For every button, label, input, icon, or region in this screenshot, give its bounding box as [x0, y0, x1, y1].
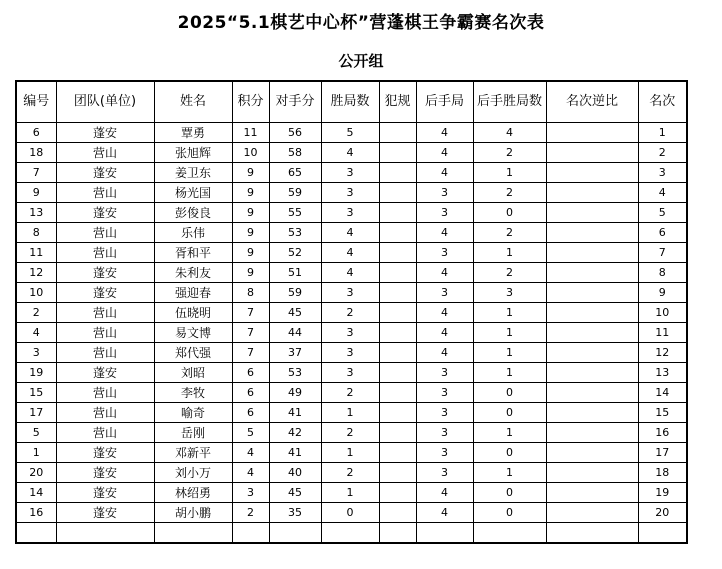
cell-second-hand-wins: 0 — [473, 443, 546, 463]
cell-name: 覃勇 — [154, 123, 232, 143]
cell-rank: 18 — [638, 463, 687, 483]
cell-second-hand-games: 3 — [416, 363, 473, 383]
cell-fouls — [379, 463, 416, 483]
cell-reverse-rank — [546, 323, 638, 343]
cell-team: 蓬安 — [56, 363, 154, 383]
cell-opponent-score: 59 — [269, 183, 321, 203]
cell-wins: 3 — [321, 363, 379, 383]
cell-reverse-rank — [546, 383, 638, 403]
table-row — [16, 183, 687, 203]
cell-rank: 10 — [638, 303, 687, 323]
cell-name: 伍晓明 — [154, 303, 232, 323]
table-header-row — [16, 81, 687, 123]
cell-name: 岳刚 — [154, 423, 232, 443]
cell-opponent-score: 58 — [269, 143, 321, 163]
cell-team: 营山 — [56, 423, 154, 443]
cell-wins: 4 — [321, 143, 379, 163]
cell-points: 8 — [232, 283, 269, 303]
table-row — [16, 283, 687, 303]
cell-name: 强迎春 — [154, 283, 232, 303]
cell-name: 李牧 — [154, 383, 232, 403]
cell-wins: 4 — [321, 223, 379, 243]
cell-points: 11 — [232, 123, 269, 143]
cell-reverse-rank — [546, 363, 638, 383]
cell-second-hand-wins: 0 — [473, 203, 546, 223]
cell-points: 2 — [232, 503, 269, 523]
cell-fouls — [379, 143, 416, 163]
cell-fouls — [379, 163, 416, 183]
header-opponent-score: 对手分 — [269, 81, 321, 123]
page-title: 2025“5.1棋艺中心杯”营蓬棋王争霸赛名次表 — [177, 13, 545, 33]
cell-reverse-rank — [546, 303, 638, 323]
cell-team: 营山 — [56, 223, 154, 243]
cell-second-hand-games: 3 — [416, 243, 473, 263]
cell-rank: 3 — [638, 163, 687, 183]
cell-reverse-rank — [546, 183, 638, 203]
cell-number: 6 — [16, 123, 56, 143]
cell-rank: 2 — [638, 143, 687, 163]
table-row — [16, 363, 687, 383]
cell-opponent-score: 55 — [269, 203, 321, 223]
cell-number: 7 — [16, 163, 56, 183]
cell-reverse-rank — [546, 223, 638, 243]
cell-second-hand-games: 4 — [416, 303, 473, 323]
cell-team: 蓬安 — [56, 163, 154, 183]
cell-number: 16 — [16, 503, 56, 523]
cell-rank: 4 — [638, 183, 687, 203]
cell-name: 乐伟 — [154, 223, 232, 243]
cell-rank: 6 — [638, 223, 687, 243]
cell-wins: 5 — [321, 123, 379, 143]
cell-team: 营山 — [56, 143, 154, 163]
header-reverse-rank: 名次逆比 — [546, 81, 638, 123]
cell-second-hand-wins: 0 — [473, 383, 546, 403]
empty-cell — [379, 523, 416, 544]
cell-team: 营山 — [56, 323, 154, 343]
cell-reverse-rank — [546, 123, 638, 143]
cell-wins: 1 — [321, 443, 379, 463]
cell-points: 9 — [232, 203, 269, 223]
header-name: 姓名 — [154, 81, 232, 123]
cell-second-hand-games: 4 — [416, 223, 473, 243]
cell-rank: 20 — [638, 503, 687, 523]
cell-fouls — [379, 503, 416, 523]
cell-wins: 2 — [321, 303, 379, 323]
cell-number: 11 — [16, 243, 56, 263]
cell-reverse-rank — [546, 343, 638, 363]
cell-opponent-score: 37 — [269, 343, 321, 363]
cell-second-hand-wins: 1 — [473, 343, 546, 363]
cell-team: 营山 — [56, 303, 154, 323]
cell-reverse-rank — [546, 203, 638, 223]
cell-reverse-rank — [546, 283, 638, 303]
cell-points: 9 — [232, 243, 269, 263]
cell-fouls — [379, 123, 416, 143]
header-points: 积分 — [232, 81, 269, 123]
cell-points: 6 — [232, 363, 269, 383]
cell-second-hand-games: 3 — [416, 183, 473, 203]
cell-team: 蓬安 — [56, 483, 154, 503]
table-body — [16, 123, 687, 544]
table-row — [16, 423, 687, 443]
table-row — [16, 243, 687, 263]
cell-name: 姜卫东 — [154, 163, 232, 183]
cell-number: 18 — [16, 143, 56, 163]
cell-number: 15 — [16, 383, 56, 403]
table-row — [16, 263, 687, 283]
cell-wins: 3 — [321, 183, 379, 203]
header-wins: 胜局数 — [321, 81, 379, 123]
cell-fouls — [379, 343, 416, 363]
empty-cell — [56, 523, 154, 544]
cell-second-hand-wins: 1 — [473, 303, 546, 323]
cell-fouls — [379, 443, 416, 463]
empty-cell — [321, 523, 379, 544]
cell-wins: 4 — [321, 243, 379, 263]
cell-wins: 3 — [321, 203, 379, 223]
cell-second-hand-games: 4 — [416, 143, 473, 163]
cell-reverse-rank — [546, 463, 638, 483]
cell-second-hand-wins: 1 — [473, 243, 546, 263]
empty-cell — [232, 523, 269, 544]
cell-team: 营山 — [56, 183, 154, 203]
cell-rank: 12 — [638, 343, 687, 363]
cell-rank: 15 — [638, 403, 687, 423]
cell-reverse-rank — [546, 503, 638, 523]
cell-number: 8 — [16, 223, 56, 243]
cell-points: 5 — [232, 423, 269, 443]
cell-second-hand-wins: 1 — [473, 423, 546, 443]
cell-team: 蓬安 — [56, 443, 154, 463]
table-row — [16, 403, 687, 423]
cell-opponent-score: 42 — [269, 423, 321, 443]
cell-team: 蓬安 — [56, 463, 154, 483]
cell-team: 营山 — [56, 243, 154, 263]
cell-second-hand-games: 4 — [416, 483, 473, 503]
cell-opponent-score: 65 — [269, 163, 321, 183]
cell-team: 蓬安 — [56, 123, 154, 143]
cell-name: 刘小万 — [154, 463, 232, 483]
cell-second-hand-wins: 2 — [473, 143, 546, 163]
cell-points: 4 — [232, 463, 269, 483]
cell-name: 喻奇 — [154, 403, 232, 423]
header-second-hand-wins: 后手胜局数 — [473, 81, 546, 123]
cell-rank: 14 — [638, 383, 687, 403]
cell-wins: 0 — [321, 503, 379, 523]
cell-name: 刘昭 — [154, 363, 232, 383]
cell-opponent-score: 53 — [269, 223, 321, 243]
cell-second-hand-wins: 4 — [473, 123, 546, 143]
cell-name: 林绍勇 — [154, 483, 232, 503]
cell-number: 10 — [16, 283, 56, 303]
table-row — [16, 463, 687, 483]
cell-opponent-score: 41 — [269, 443, 321, 463]
cell-fouls — [379, 423, 416, 443]
ranking-table — [15, 80, 688, 544]
cell-second-hand-games: 3 — [416, 203, 473, 223]
table-row — [16, 483, 687, 503]
cell-fouls — [379, 483, 416, 503]
cell-number: 13 — [16, 203, 56, 223]
cell-fouls — [379, 323, 416, 343]
cell-reverse-rank — [546, 483, 638, 503]
header-number: 编号 — [16, 81, 56, 123]
cell-second-hand-games: 3 — [416, 463, 473, 483]
cell-rank: 7 — [638, 243, 687, 263]
cell-number: 20 — [16, 463, 56, 483]
table-row — [16, 303, 687, 323]
table-row — [16, 143, 687, 163]
cell-wins: 3 — [321, 163, 379, 183]
cell-second-hand-wins: 1 — [473, 363, 546, 383]
cell-fouls — [379, 403, 416, 423]
cell-wins: 1 — [321, 483, 379, 503]
cell-wins: 2 — [321, 383, 379, 403]
cell-reverse-rank — [546, 263, 638, 283]
cell-opponent-score: 35 — [269, 503, 321, 523]
header-fouls: 犯规 — [379, 81, 416, 123]
cell-points: 4 — [232, 443, 269, 463]
cell-number: 9 — [16, 183, 56, 203]
cell-points: 10 — [232, 143, 269, 163]
cell-opponent-score: 56 — [269, 123, 321, 143]
cell-second-hand-wins: 2 — [473, 263, 546, 283]
table-row — [16, 163, 687, 183]
cell-rank: 5 — [638, 203, 687, 223]
cell-name: 邓新平 — [154, 443, 232, 463]
cell-number: 17 — [16, 403, 56, 423]
cell-second-hand-wins: 0 — [473, 403, 546, 423]
cell-rank: 1 — [638, 123, 687, 143]
cell-number: 14 — [16, 483, 56, 503]
cell-wins: 4 — [321, 263, 379, 283]
empty-cell — [269, 523, 321, 544]
cell-name: 张旭辉 — [154, 143, 232, 163]
cell-second-hand-games: 3 — [416, 403, 473, 423]
cell-name: 朱利友 — [154, 263, 232, 283]
group-subtitle: 公开组 — [338, 52, 384, 70]
cell-reverse-rank — [546, 143, 638, 163]
cell-second-hand-games: 4 — [416, 343, 473, 363]
cell-name: 郑代强 — [154, 343, 232, 363]
empty-cell — [546, 523, 638, 544]
cell-wins: 1 — [321, 403, 379, 423]
cell-wins: 3 — [321, 323, 379, 343]
cell-fouls — [379, 203, 416, 223]
cell-fouls — [379, 263, 416, 283]
cell-rank: 11 — [638, 323, 687, 343]
cell-team: 营山 — [56, 383, 154, 403]
empty-cell — [473, 523, 546, 544]
cell-rank: 16 — [638, 423, 687, 443]
cell-points: 9 — [232, 163, 269, 183]
cell-points: 7 — [232, 323, 269, 343]
cell-second-hand-games: 4 — [416, 123, 473, 143]
table-row-empty — [16, 523, 687, 544]
cell-reverse-rank — [546, 423, 638, 443]
header-team: 团队(单位) — [56, 81, 154, 123]
cell-wins: 3 — [321, 283, 379, 303]
cell-points: 7 — [232, 303, 269, 323]
cell-team: 营山 — [56, 403, 154, 423]
empty-cell — [416, 523, 473, 544]
cell-name: 易文博 — [154, 323, 232, 343]
cell-second-hand-wins: 0 — [473, 503, 546, 523]
cell-wins: 2 — [321, 423, 379, 443]
cell-fouls — [379, 243, 416, 263]
cell-opponent-score: 41 — [269, 403, 321, 423]
cell-opponent-score: 51 — [269, 263, 321, 283]
cell-number: 19 — [16, 363, 56, 383]
cell-number: 3 — [16, 343, 56, 363]
cell-wins: 3 — [321, 343, 379, 363]
cell-fouls — [379, 383, 416, 403]
cell-opponent-score: 44 — [269, 323, 321, 343]
cell-opponent-score: 45 — [269, 483, 321, 503]
cell-opponent-score: 52 — [269, 243, 321, 263]
cell-team: 营山 — [56, 343, 154, 363]
cell-number: 4 — [16, 323, 56, 343]
cell-second-hand-games: 4 — [416, 503, 473, 523]
cell-rank: 8 — [638, 263, 687, 283]
cell-points: 9 — [232, 223, 269, 243]
cell-number: 1 — [16, 443, 56, 463]
cell-second-hand-games: 3 — [416, 383, 473, 403]
cell-fouls — [379, 283, 416, 303]
cell-second-hand-wins: 1 — [473, 463, 546, 483]
cell-rank: 13 — [638, 363, 687, 383]
cell-points: 3 — [232, 483, 269, 503]
table-row — [16, 223, 687, 243]
cell-second-hand-wins: 3 — [473, 283, 546, 303]
cell-name: 杨光国 — [154, 183, 232, 203]
cell-reverse-rank — [546, 443, 638, 463]
table-row — [16, 123, 687, 143]
cell-second-hand-games: 4 — [416, 323, 473, 343]
empty-cell — [154, 523, 232, 544]
header-rank: 名次 — [638, 81, 687, 123]
cell-second-hand-wins: 1 — [473, 163, 546, 183]
cell-reverse-rank — [546, 163, 638, 183]
cell-rank: 17 — [638, 443, 687, 463]
cell-number: 12 — [16, 263, 56, 283]
empty-cell — [638, 523, 687, 544]
table-row — [16, 383, 687, 403]
cell-fouls — [379, 363, 416, 383]
cell-points: 9 — [232, 263, 269, 283]
cell-opponent-score: 53 — [269, 363, 321, 383]
cell-team: 蓬安 — [56, 203, 154, 223]
table-row — [16, 443, 687, 463]
cell-second-hand-wins: 2 — [473, 223, 546, 243]
cell-rank: 9 — [638, 283, 687, 303]
cell-rank: 19 — [638, 483, 687, 503]
cell-second-hand-wins: 0 — [473, 483, 546, 503]
cell-reverse-rank — [546, 403, 638, 423]
cell-second-hand-games: 4 — [416, 263, 473, 283]
cell-team: 蓬安 — [56, 283, 154, 303]
cell-second-hand-games: 4 — [416, 163, 473, 183]
cell-number: 2 — [16, 303, 56, 323]
cell-team: 蓬安 — [56, 503, 154, 523]
table-row — [16, 343, 687, 363]
cell-opponent-score: 40 — [269, 463, 321, 483]
cell-second-hand-wins: 1 — [473, 323, 546, 343]
cell-number: 5 — [16, 423, 56, 443]
cell-fouls — [379, 303, 416, 323]
empty-cell — [16, 523, 56, 544]
cell-fouls — [379, 183, 416, 203]
cell-name: 胡小鹏 — [154, 503, 232, 523]
cell-opponent-score: 59 — [269, 283, 321, 303]
cell-wins: 2 — [321, 463, 379, 483]
table-row — [16, 203, 687, 223]
cell-points: 7 — [232, 343, 269, 363]
cell-points: 9 — [232, 183, 269, 203]
cell-second-hand-games: 3 — [416, 423, 473, 443]
cell-opponent-score: 45 — [269, 303, 321, 323]
table-row — [16, 503, 687, 523]
table-row — [16, 323, 687, 343]
cell-second-hand-games: 3 — [416, 443, 473, 463]
cell-points: 6 — [232, 403, 269, 423]
cell-second-hand-games: 3 — [416, 283, 473, 303]
cell-opponent-score: 49 — [269, 383, 321, 403]
cell-name: 胥和平 — [154, 243, 232, 263]
cell-name: 彭俊良 — [154, 203, 232, 223]
cell-points: 6 — [232, 383, 269, 403]
cell-second-hand-wins: 2 — [473, 183, 546, 203]
cell-team: 蓬安 — [56, 263, 154, 283]
cell-reverse-rank — [546, 243, 638, 263]
cell-fouls — [379, 223, 416, 243]
header-second-hand-games: 后手局 — [416, 81, 473, 123]
